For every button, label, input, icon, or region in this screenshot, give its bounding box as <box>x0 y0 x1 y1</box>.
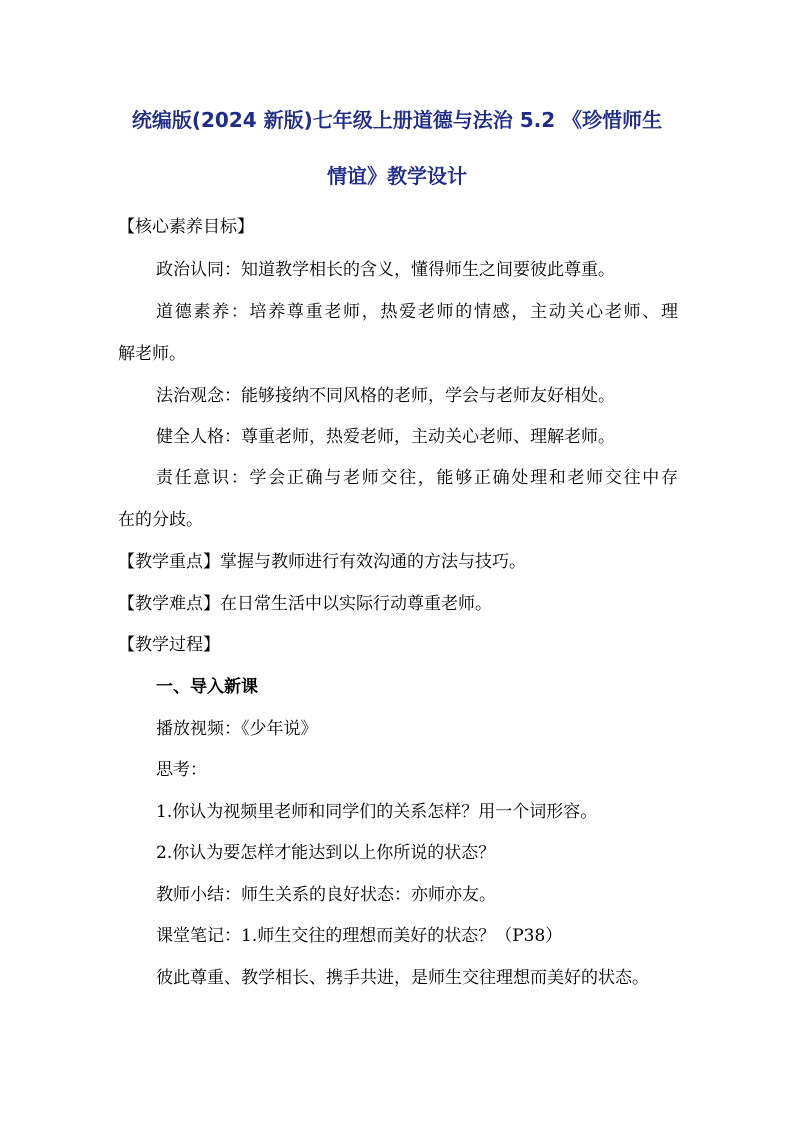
document-title-line-1: 统编版(2024 新版)七年级上册道德与法治 5.2 《珍惜师生 <box>131 108 663 132</box>
process-answer: 彼此尊重、教学相长、携手共进，是师生交往理想而美好的状态。 <box>156 968 649 988</box>
document-title-line-2: 情谊》教学设计 <box>327 164 467 188</box>
process-heading: 一、导入新课 <box>156 677 258 697</box>
process-summary: 教师小结：师生关系的良好状态：亦师亦友。 <box>156 885 496 905</box>
difficulty: 【教学难点】在日常生活中以实际行动尊重老师。 <box>118 594 492 614</box>
process-video: 播放视频：《少年说》 <box>156 719 318 739</box>
process-think: 思考： <box>156 760 207 780</box>
goal-moral-line-2: 解老师。 <box>118 344 186 364</box>
process-question-2: 2.你认为要怎样才能达到以上你所说的状态？ <box>156 843 496 863</box>
key-point: 【教学重点】掌握与教师进行有效沟通的方法与技巧。 <box>118 552 526 572</box>
goal-political: 政治认同：知道教学相长的含义，懂得师生之间要彼此尊重。 <box>156 260 615 280</box>
section-process: 【教学过程】 <box>118 635 220 655</box>
goal-law: 法治观念：能够接纳不同风格的老师，学会与老师友好相处。 <box>156 386 615 406</box>
goal-responsibility-line-1: 责任意识：学会正确与老师交往，能够正确处理和老师交往中存 <box>156 468 678 488</box>
section-core-literacy: 【核心素养目标】 <box>118 217 254 237</box>
goal-moral-line-1: 道德素养：培养尊重老师，热爱老师的情感，主动关心老师、理 <box>156 302 678 322</box>
goal-personality: 健全人格：尊重老师，热爱老师，主动关心老师、理解老师。 <box>156 427 615 447</box>
process-question-1: 1.你认为视频里老师和同学们的关系怎样？用一个词形容。 <box>156 802 598 822</box>
process-notes: 课堂笔记：1.师生交往的理想而美好的状态？（P38） <box>156 926 563 946</box>
goal-responsibility-line-2: 在的分歧。 <box>118 510 203 530</box>
